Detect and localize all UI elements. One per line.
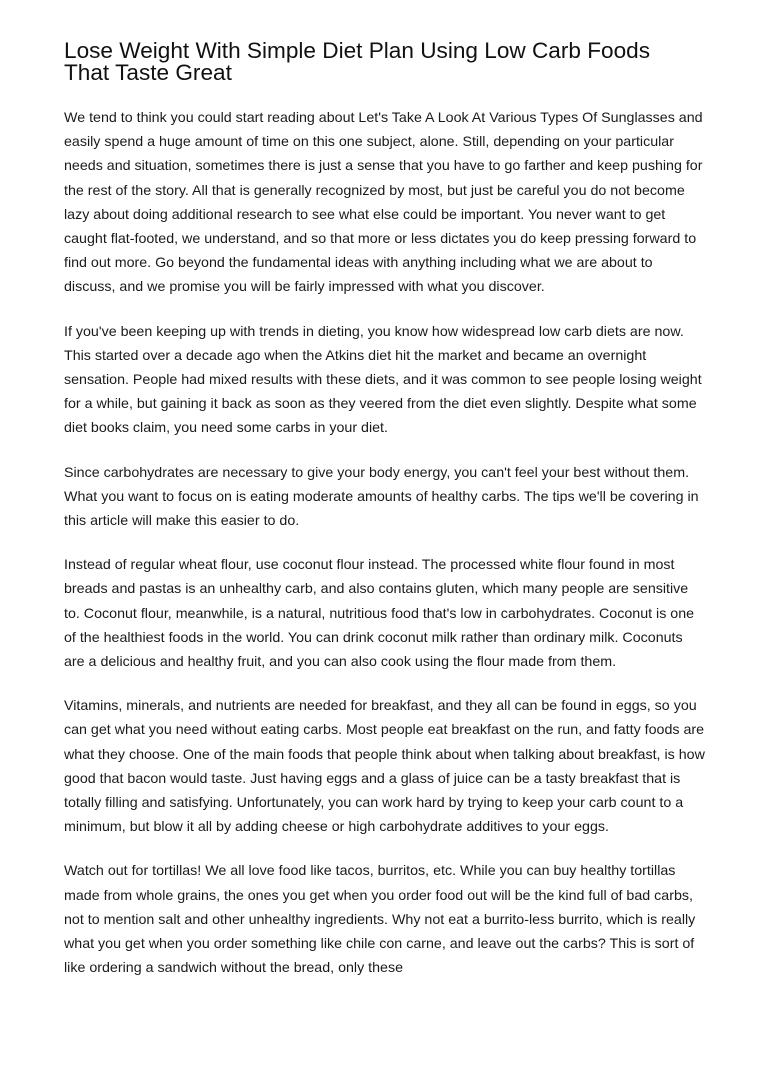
paragraph-coconut-flour: Instead of regular wheat flour, use coconut flour instead. The processed white flour found in most breads and pastas is an unhealthy carb, and also contains gluten, which many people are sensitive to. Coconut flour, meanwhile, is a natural, nutritious food that's low in carbohydrates. Coconut is one of the healthiest foods in the world. You can drink coconut milk rather than ordinary milk. Coconuts are a delicious and healthy fruit, and you can also cook using the flour made from them.	[64, 557, 695, 671]
document-page	[64, 40, 706, 981]
paragraph-low-carb-trends: If you've been keeping up with trends in dieting, you know how widespread low carb diets are now. This started over a decade ago when the Atkins diet hit the market and became an overnight sensation. People had mixed results with these diets, and it was common to see people losing weight for a while, but gaining it back as soon as they veered from the diet even slightly. Despite what some diet books claim, you need some carbs in your diet.	[64, 323, 702, 437]
title-line-2: That Taste Great	[64, 60, 232, 85]
paragraph-tortillas: Watch out for tortillas! We all love food like tacos, burritos, etc. While you can buy healthy tortillas made from whole grains, the ones you get when you order food out will be the kind full of bad carbs, not to mention salt and other unhealthy ingredients. Why not eat a burrito-less burrito, which is really what you get when you order something like chile con carne, and leave out the carbs? This is sort of like ordering a sandwich without the bread, only these	[64, 863, 696, 977]
title-line-1: Lose Weight With Simple Diet Plan Using Low Carb Foods	[64, 38, 651, 63]
paragraph-intro: We tend to think you could start reading about Let's Take A Look At Various Types Of Sunglasses and easily spend a huge amount of time on this one subject, alone. Still, depending on your particular needs and situation, sometimes there is just a sense that you have to go farther and keep pushing for the rest of the story. All that is generally recognized by most, but just be careful you do not become lazy about doing additional research to see what else could be important. You never want to get caught flat-footed, we understand, and so that more or less dictates you do keep pressing forward to find out more. Go beyond the fundamental ideas with anything including what we are about to discuss, and we promise you will be fairly impressed with what you discover.	[64, 110, 703, 296]
page-title	[64, 40, 706, 84]
paragraph-breakfast-eggs: Vitamins, minerals, and nutrients are needed for breakfast, and they all can be found in eggs, so you can get what you need without eating carbs. Most people eat breakfast on the run, and fatty foods are what they choose. One of the main foods that people think about when talking about breakfast, is how good that bacon would taste. Just having eggs and a glass of juice can be a tasty breakfast that is totally filling and satisfying. Unfortunately, you can work hard by trying to keep your carb count to a minimum, but blow it all by adding cheese or high carbohydrate additives to your eggs.	[64, 698, 705, 836]
paragraph-healthy-carbs: Since carbohydrates are necessary to give your body energy, you can't feel your best without them. What you want to focus on is eating moderate amounts of healthy carbs. The tips we'll be covering in this article will make this easier to do.	[64, 464, 699, 530]
